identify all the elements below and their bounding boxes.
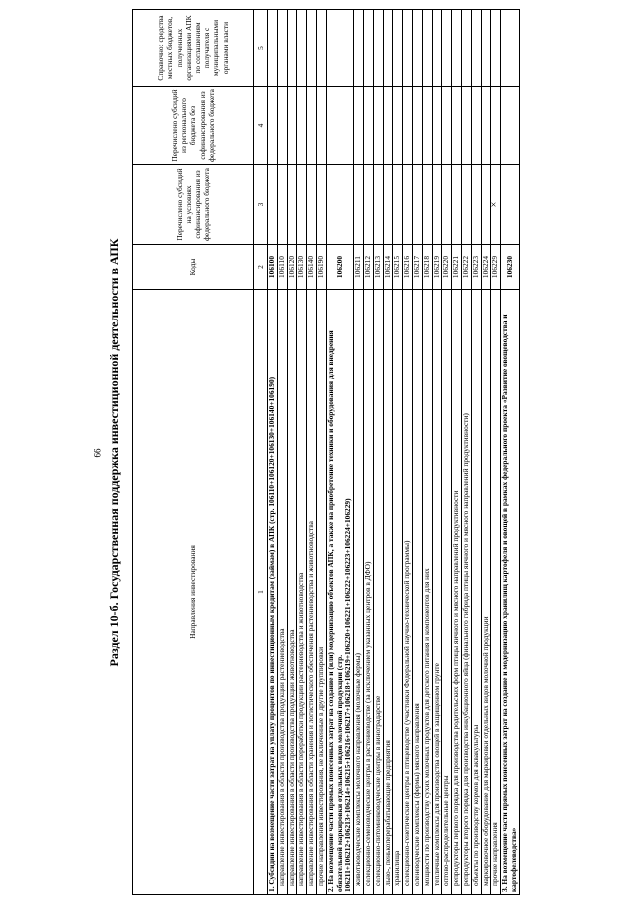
row-direction: оленеводческие комплексы (фермы) мясного направления — [412, 290, 422, 895]
value-cell — [461, 165, 471, 245]
value-cell — [277, 87, 287, 165]
value-cell — [422, 165, 432, 245]
value-cell — [354, 87, 364, 165]
value-cell — [277, 165, 287, 245]
row-direction: оптово-распределительные центры — [442, 290, 452, 895]
value-cell — [383, 165, 393, 245]
value-cell — [501, 165, 520, 245]
table-row — [383, 10, 393, 895]
table-row — [422, 10, 432, 895]
value-cell — [326, 87, 353, 165]
value-cell — [373, 165, 383, 245]
table-row — [354, 10, 364, 895]
value-cell — [393, 87, 403, 165]
value-cell — [383, 10, 393, 87]
value-cell — [287, 165, 297, 245]
row-direction: репродукторы второго порядка для производства инкубационного яйца (финального гибрида птицы яичного и мясного направлений продуктивности) — [461, 290, 471, 895]
row-code: 106222 — [461, 245, 471, 290]
value-cell — [287, 10, 297, 87]
row-code: 106212 — [363, 245, 373, 290]
value-cell — [383, 87, 393, 165]
value-cell — [316, 10, 326, 87]
value-cell — [297, 10, 307, 87]
value-cell — [412, 165, 422, 245]
row-direction: 3. На возмещение части прямых понесенных затрат на создание и модернизацию хранилищ картофеля и овощей в рамках федерального проекта «Развитие овощеводства и картофелеводства» — [501, 290, 520, 895]
value-cell — [501, 87, 520, 165]
table-row — [452, 10, 462, 895]
table-row — [432, 10, 442, 895]
col-number: 3 — [254, 165, 268, 245]
row-code: 106120 — [287, 245, 297, 290]
value-cell — [442, 165, 452, 245]
header-codes: Коды — [133, 245, 254, 290]
value-cell — [412, 10, 422, 87]
value-cell — [461, 10, 471, 87]
row-direction: репродукторы первого порядка для производства родительских форм птицы яичного и мясного направлений продуктивности — [452, 290, 462, 895]
value-cell — [316, 165, 326, 245]
col-number: 1 — [254, 290, 268, 895]
value-cell — [354, 10, 364, 87]
row-code: 106214 — [383, 245, 393, 290]
value-cell — [442, 87, 452, 165]
rotated-page — [105, 10, 605, 895]
row-code: 106220 — [442, 245, 452, 290]
row-code: 106217 — [412, 245, 422, 290]
row-code: 106216 — [403, 245, 413, 290]
table-row — [471, 10, 481, 895]
table-body — [268, 10, 520, 895]
row-code: 106130 — [297, 245, 307, 290]
value-cell — [422, 87, 432, 165]
row-code: 106229 — [491, 245, 501, 290]
value-cell — [491, 87, 501, 165]
row-direction: направление инвестирования в области производства продукции растениеводства — [277, 290, 287, 895]
row-direction: направление инвестирования в области переработки продукции растениеводства и животноводства — [297, 290, 307, 895]
page-number: 66 — [92, 448, 103, 458]
value-cell — [268, 87, 278, 165]
value-cell — [307, 87, 317, 165]
row-direction: животноводческие комплексы молочного направления (молочные фермы) — [354, 290, 364, 895]
value-cell — [491, 10, 501, 87]
row-code: 106224 — [481, 245, 491, 290]
row-code: 106100 — [268, 245, 278, 290]
header-directions: Направления инвестирования — [133, 290, 254, 895]
row-code: 106211 — [354, 245, 364, 290]
value-cell — [363, 10, 373, 87]
row-direction: мощности по производству сухих молочных продуктов для детского питания и компонентов для них — [422, 290, 432, 895]
row-code: 106218 — [422, 245, 432, 290]
table-row — [461, 10, 471, 895]
row-direction: маркировочное оборудование для маркировки отдельных видов молочной продукции — [481, 290, 491, 895]
col-number: 4 — [254, 87, 268, 165]
col-number: 2 — [254, 245, 268, 290]
value-cell — [432, 165, 442, 245]
value-cell — [452, 87, 462, 165]
row-code: 106140 — [307, 245, 317, 290]
row-direction: 1. Субсидии на возмещение части затрат на уплату процентов по инвестиционным кредитам (займам) в АПК (стр. 106110+106120+106130+106140+106190) — [268, 290, 278, 895]
value-cell — [481, 87, 491, 165]
value-cell — [316, 87, 326, 165]
value-cell — [403, 10, 413, 87]
table-row — [481, 10, 491, 895]
value-cell — [471, 165, 481, 245]
value-cell — [307, 10, 317, 87]
value-cell — [307, 165, 317, 245]
value-cell — [393, 10, 403, 87]
row-code: 106110 — [277, 245, 287, 290]
table-row — [307, 10, 317, 895]
row-direction: направление инвестирования в области хранения и логистического обеспечения растениеводства и животноводства — [307, 290, 317, 895]
row-direction: объекты по производству кормов для аквакультуры — [471, 290, 481, 895]
value-cell — [297, 165, 307, 245]
row-direction: 2. На возмещение части прямых понесенных затрат на создание и (или) модернизацию объектов АПК, а также на приобретение техники и оборудования для внедрения обязательной маркировки отдельных видов молочной продукции (стр. 106211+106212+106213+106214+106215+106216+106217+106218+106219+106220+106221+106222+106223+106224+106229) — [326, 290, 353, 895]
value-cell — [326, 165, 353, 245]
value-cell — [326, 10, 353, 87]
row-code: 106223 — [471, 245, 481, 290]
row-code: 106213 — [373, 245, 383, 290]
value-cell — [501, 10, 520, 87]
row-code: 106200 — [326, 245, 353, 290]
value-cell — [403, 87, 413, 165]
value-cell — [432, 10, 442, 87]
header-row — [133, 10, 254, 895]
table-row — [373, 10, 383, 895]
value-cell — [363, 165, 373, 245]
row-direction: прочие направления — [491, 290, 501, 895]
row-direction: прочие направления инвестирования, не включенные в другие группировки — [316, 290, 326, 895]
value-cell — [452, 10, 462, 87]
row-direction: льно-, пенькоперерабатывающие предприятия — [383, 290, 393, 895]
table-row — [412, 10, 422, 895]
value-cell — [277, 10, 287, 87]
row-direction: селекционно-семеноводческие центры в растениеводстве (за исключением указанных центров в ДФО) — [363, 290, 373, 895]
value-cell — [287, 87, 297, 165]
row-direction: селекционно-питомниководческие центры в виноградарстве — [373, 290, 383, 895]
value-cell — [461, 87, 471, 165]
table-row — [403, 10, 413, 895]
value-cell — [268, 10, 278, 87]
row-code: 106215 — [393, 245, 403, 290]
investment-support-table — [132, 9, 520, 895]
value-cell — [471, 10, 481, 87]
col-number: 5 — [254, 10, 268, 87]
row-direction: хранилища — [393, 290, 403, 895]
value-cell — [403, 165, 413, 245]
value-cell — [452, 165, 462, 245]
value-cell: × — [491, 165, 501, 245]
value-cell — [481, 10, 491, 87]
table-row — [277, 10, 287, 895]
header-federal-cofinancing: Перечислено субсидий на условиях софинансирования из федерального бюджета — [133, 165, 254, 245]
table-row — [501, 10, 520, 895]
row-direction: направление инвестирования в области производства продукции животноводства — [287, 290, 297, 895]
row-code: 106219 — [432, 245, 442, 290]
row-code: 106221 — [452, 245, 462, 290]
header-local-budgets: Справочно: средства местных бюджетов, полученных организациями АПК по соглашениям получателя с муниципальными органами власти — [133, 10, 254, 87]
value-cell — [268, 165, 278, 245]
table-row — [268, 10, 278, 895]
table-row — [326, 10, 353, 895]
header-regional-budget: Перечислено субсидий из регионального бюджета без софинансирования из федерального бюджета — [133, 87, 254, 165]
value-cell — [373, 10, 383, 87]
row-direction: тепличные комплексы для производства овощей в защищенном грунте — [432, 290, 442, 895]
value-cell — [412, 87, 422, 165]
value-cell — [471, 87, 481, 165]
value-cell — [363, 87, 373, 165]
row-code: 106230 — [501, 245, 520, 290]
value-cell — [393, 165, 403, 245]
table-row — [363, 10, 373, 895]
row-direction: селекционно-генетические центры в птицеводстве (участники Федеральной научно-технической программы) — [403, 290, 413, 895]
value-cell — [297, 87, 307, 165]
value-cell — [442, 10, 452, 87]
value-cell — [354, 165, 364, 245]
section-title: Раздел 10-б. Государственная поддержка инвестиционной деятельности в АПК — [107, 238, 121, 667]
value-cell — [373, 87, 383, 165]
value-cell — [422, 10, 432, 87]
table-row — [316, 10, 326, 895]
row-code: 106190 — [316, 245, 326, 290]
value-cell — [432, 87, 442, 165]
column-number-row — [254, 10, 268, 895]
